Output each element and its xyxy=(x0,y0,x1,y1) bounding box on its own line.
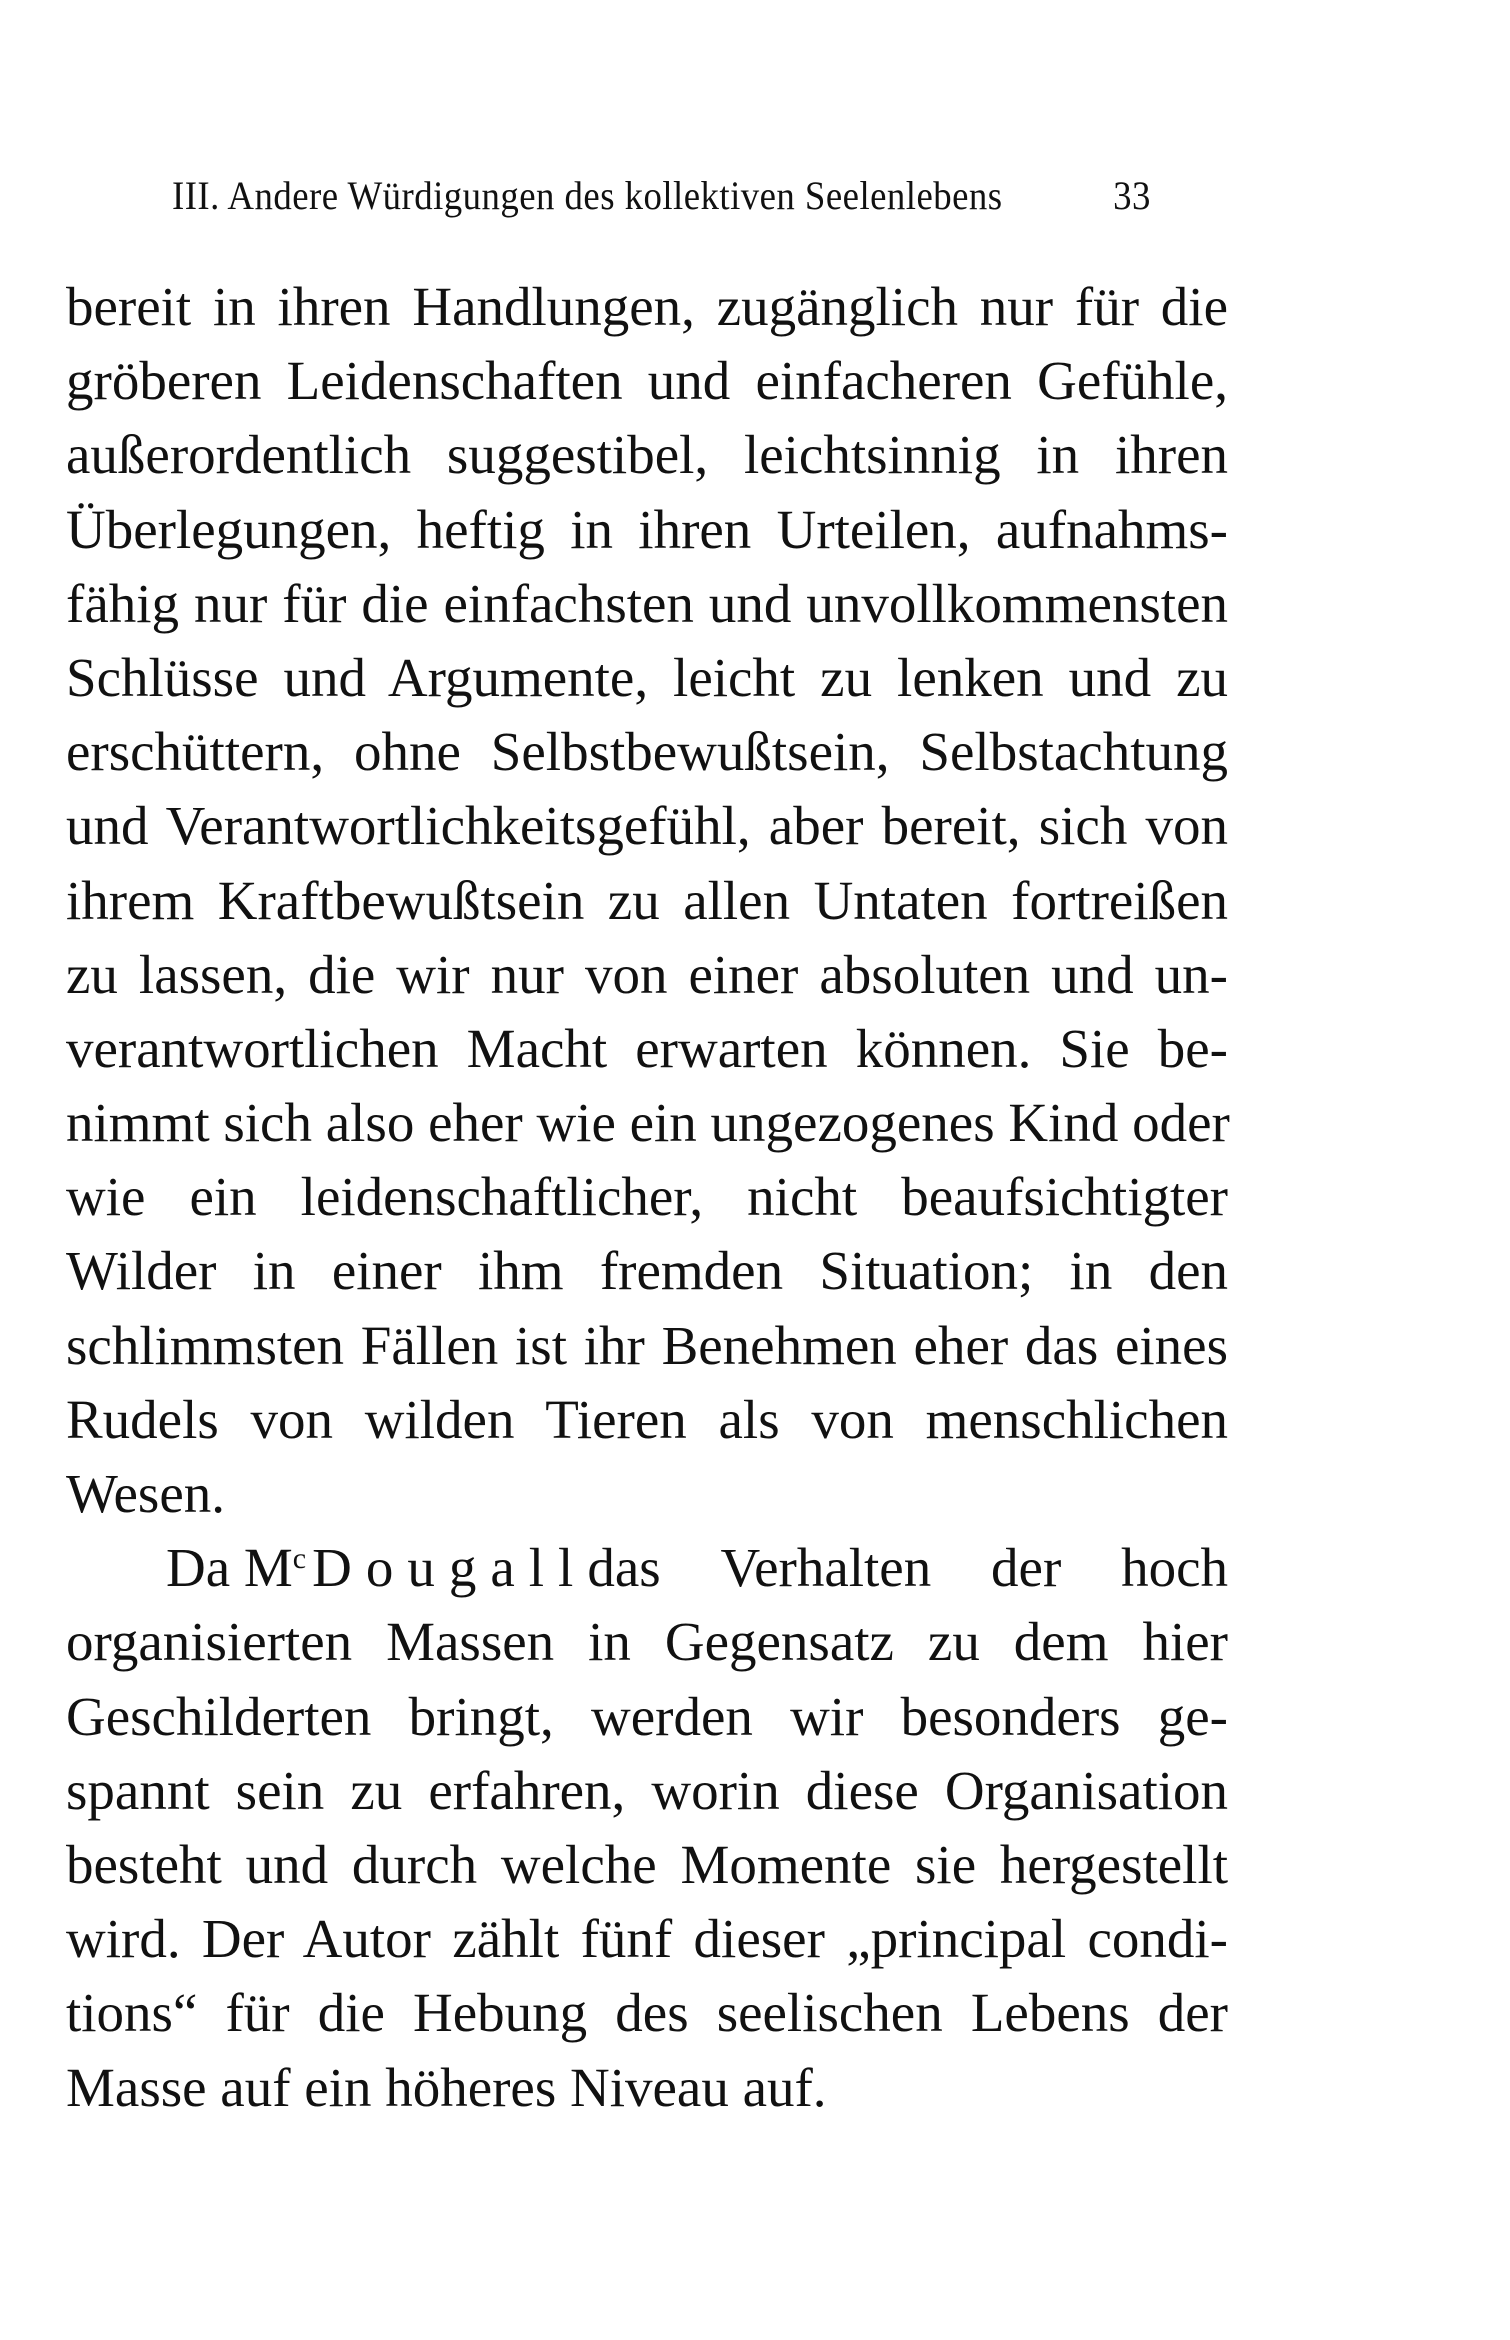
word: hoch xyxy=(1121,1537,1228,1599)
text-line: nimmt sich also eher wie ein ungezogenes Kind oder xyxy=(66,1092,1230,1154)
text-line: Rudels von wilden Tieren als von menschlichen xyxy=(66,1388,1228,1450)
text-line: Wilder in einer ihm fremden Situation; in den xyxy=(66,1240,1228,1302)
author-name: Dougall xyxy=(312,1537,588,1599)
line-rest xyxy=(587,1531,1228,1605)
text-line: tions“ für die Hebung des seelischen Lebens der xyxy=(66,1982,1228,2044)
text-line: Masse auf ein höheres Niveau auf. xyxy=(66,2056,827,2118)
paragraph-1 xyxy=(66,270,1228,1531)
text-line: Überlegungen, heftig in ihren Urteilen, aufnahms- xyxy=(66,498,1228,560)
text-line: organisierten Massen in Gegensatz zu dem hier xyxy=(66,1611,1228,1673)
text-line: ihrem Kraftbewußtsein zu allen Untaten fortreißen xyxy=(66,869,1228,931)
page-body xyxy=(66,270,1228,2125)
line-start xyxy=(166,1531,587,1605)
text-line: und Verantwortlichkeitsgefühl, aber bereit, sich von xyxy=(66,795,1228,857)
text-line: gröberen Leidenschaften und einfacheren Gefühle, xyxy=(66,350,1228,412)
text-line: zu lassen, die wir nur von einer absoluten und un- xyxy=(66,943,1228,1005)
text-line: fähig nur für die einfachsten und unvollkommensten xyxy=(66,572,1228,634)
running-title: III. Andere Würdigungen des kollektiven Seelenlebens xyxy=(172,172,1003,218)
text-line xyxy=(66,1531,1228,1605)
text-line: schlimmsten Fällen ist ihr Benehmen eher das eines xyxy=(66,1314,1228,1376)
text-line: außerordentlich suggestibel, leichtsinnig in ihren xyxy=(66,424,1228,486)
text-line: besteht und durch welche Momente sie hergestellt xyxy=(66,1833,1228,1895)
word: Verhalten xyxy=(720,1537,932,1599)
text-line: wie ein leidenschaftlicher, nicht beaufsichtigter xyxy=(66,1166,1228,1228)
text-line: bereit in ihren Handlungen, zugänglich nur für die xyxy=(66,276,1228,337)
text-line: Wesen. xyxy=(66,1463,225,1524)
text-line: verantwortlichen Macht erwarten können. Sie be- xyxy=(66,1017,1228,1079)
page-number: 33 xyxy=(1113,172,1151,218)
text-line: erschüttern, ohne Selbstbewußtsein, Selbstachtung xyxy=(66,721,1228,783)
text-line: spannt sein zu erfahren, worin diese Organisation xyxy=(66,1759,1228,1821)
text-line: wird. Der Autor zählt fünf dieser „principal condi- xyxy=(66,1908,1228,1970)
text-line: Geschilderten bringt, werden wir besonders ge- xyxy=(66,1685,1228,1747)
paragraph-2 xyxy=(66,1531,1228,2125)
word: der xyxy=(991,1537,1062,1599)
text-line: Schlüsse und Argumente, leicht zu lenken und zu xyxy=(66,646,1228,708)
name-prefix: Da M xyxy=(166,1537,293,1599)
running-header xyxy=(172,168,1151,222)
word: das xyxy=(587,1537,661,1599)
name-superscript: c xyxy=(292,1542,307,1576)
